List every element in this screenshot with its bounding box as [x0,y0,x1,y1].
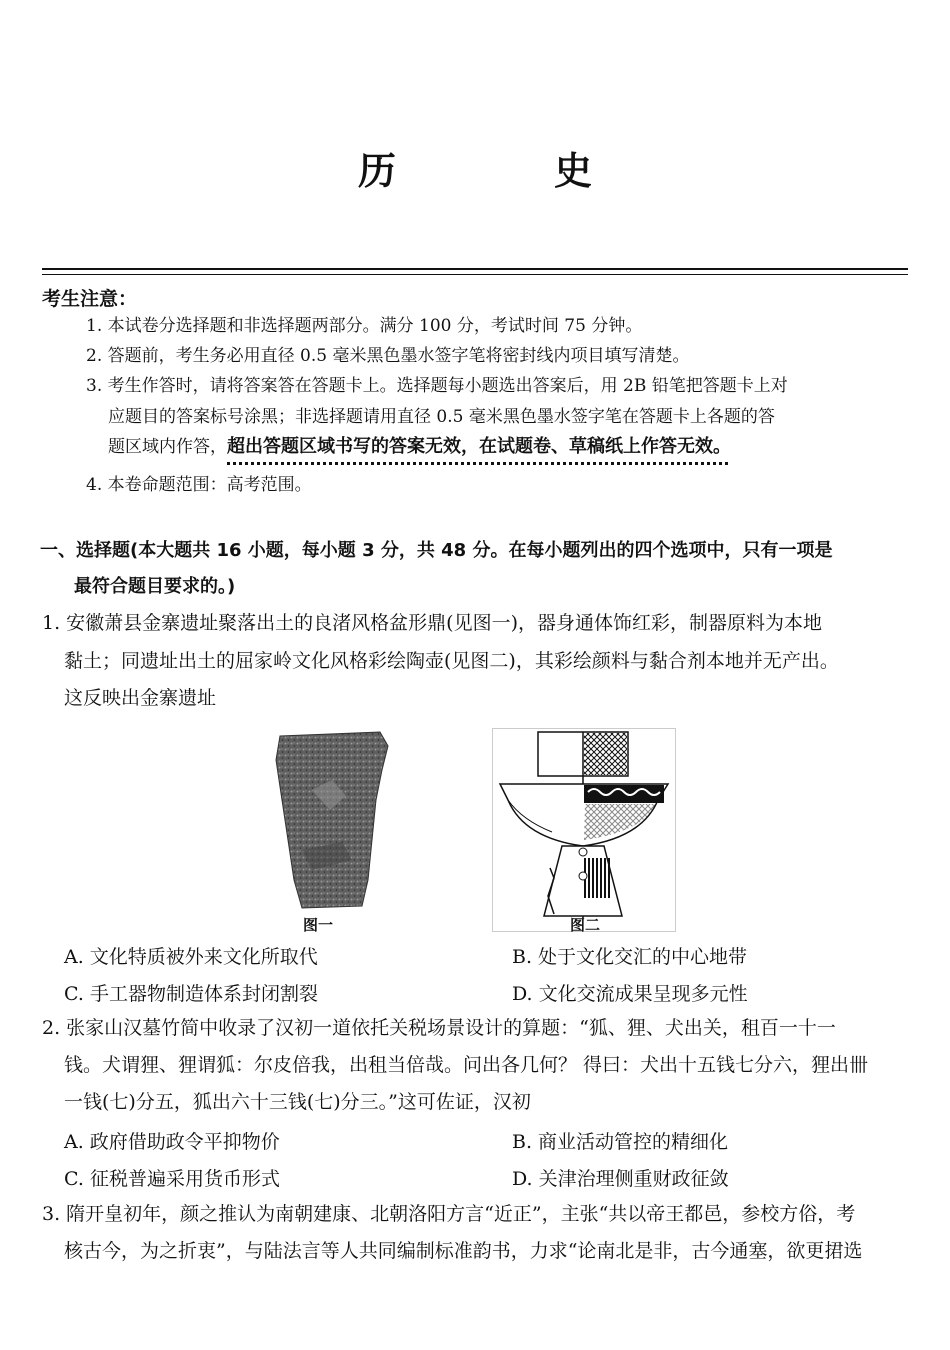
notice-emphasis: 超出答题区域书写的答案无效，在试题卷、草稿纸上作答无效。 [227,436,731,457]
notice-item-3-plain: 题区域内作答， [108,437,227,457]
notice-item-3-line-1: 3. 考生作答时，请将答案答在答题卡上。选择题每小题选出答案后，用 2B 铅笔把答题卡上对 [86,376,788,396]
q2-option-b: B. 商业活动管控的精细化 [512,1131,729,1153]
notice-item-3-line-3 [108,434,731,460]
figure-2-caption: 图二 [570,916,601,934]
figure-1-caption: 图一 [303,916,334,934]
q2-option-c: C. 征税普遍采用货币形式 [64,1168,280,1190]
header-rule [42,268,908,270]
section-heading-line-2: 最符合题目要求的。) [74,576,236,597]
q1-line-1: 1. 安徽萧县金寨遗址聚落出土的良渚风格盆形鼎(见图一)，器身通体饰红彩，制器原料为本地 [42,612,822,634]
q3-line-1: 3. 隋开皇初年，颜之推认为南朝建康、北朝洛阳方言“近正”，主张“共以帝王都邑，参校方俗，考 [42,1203,856,1225]
section-heading-line-1: 一、选择题(本大题共 16 小题，每小题 3 分，共 48 分。在每小题列出的四个选项中，只有一项是 [40,540,833,561]
q1-option-b: B. 处于文化交汇的中心地带 [512,946,748,968]
q1-option-c: C. 手工器物制造体系封闭割裂 [64,983,318,1005]
q2-line-1: 2. 张家山汉墓竹简中收录了汉初一道依托关税场景设计的算题：“狐、狸、犬出关，租百一十一 [42,1017,836,1039]
header-rule-thin [42,274,908,275]
notice-heading: 考生注意： [42,288,138,310]
notice-item-1: 1. 本试卷分选择题和非选择题两部分。满分 100 分，考试时间 75 分钟。 [86,316,643,336]
notice-item-2: 2. 答题前，考生务必用直径 0.5 毫米黑色墨水签字笔将密封线内项目填写清楚。 [86,346,690,366]
notice-item-3-line-2: 应题目的答案标号涂黑；非选择题请用直径 0.5 毫米黑色墨水签字笔在答题卡上各题的答 [108,407,775,427]
figure-1-image [272,730,392,910]
page-title: 历 史 [357,149,652,193]
q2-line-2: 钱。犬谓狸、狸谓狐：尔皮倍我，出租当倍哉。问出各几何？ 得曰：犬出十五钱七分六，狸出卌 [64,1054,869,1076]
notice-item-4: 4. 本卷命题范围：高考范围。 [86,475,312,495]
q1-option-a: A. 文化特质被外来文化所取代 [64,946,318,968]
q1-line-3: 这反映出金寨遗址 [64,687,217,709]
q1-option-d: D. 文化交流成果呈现多元性 [512,983,748,1005]
q1-line-2: 黏土；同遗址出土的屈家岭文化风格彩绘陶壶(见图二)，其彩绘颜料与黏合剂本地并无产出。 [64,650,839,672]
figure-2-image [492,728,676,932]
q2-option-d: D. 关津治理侧重财政征敛 [512,1168,729,1190]
q3-line-2: 核古今，为之折衷”，与陆法言等人共同编制标准韵书，力求“论南北是非，古今通塞，欲更捃选 [64,1240,863,1262]
q2-option-a: A. 政府借助政令平抑物价 [64,1131,280,1153]
q2-line-3: 一钱(七)分五，狐出六十三钱(七)分三。”这可佐证，汉初 [64,1091,531,1113]
